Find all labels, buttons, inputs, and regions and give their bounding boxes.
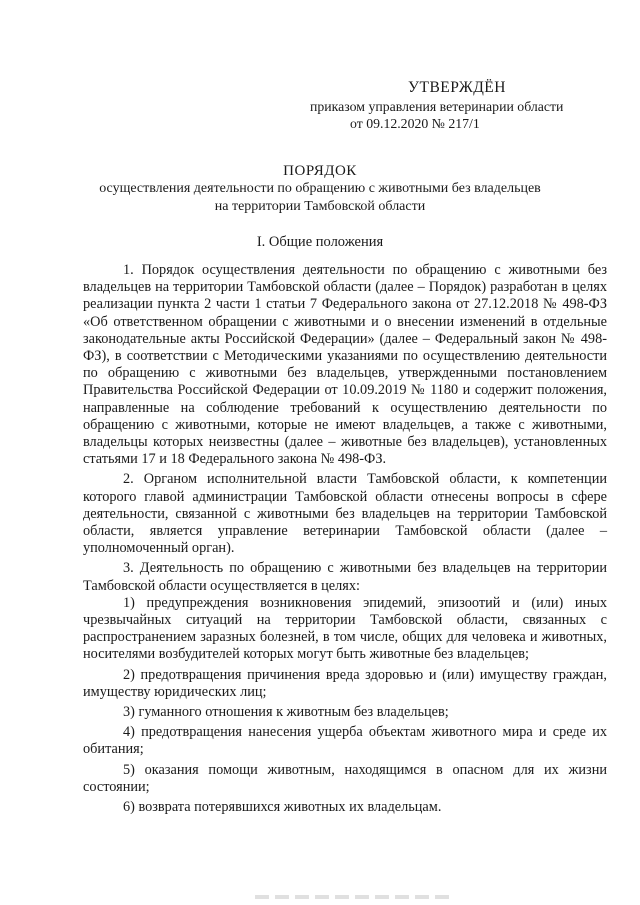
paragraph-2: 2. Органом исполнительной власти Тамбовской области, к компетенции которого главой администрации Тамбовской области отнесены вопросы в сфере деятельности, связанной с животными без владельцев на территории Тамбовской области, является управление ветеринарии Тамбовской области (далее – уполномоченный орган). [83, 471, 607, 557]
title-subtitle-2: на территории Тамбовской области [214, 199, 426, 214]
paragraph-3: 3. Деятельность по обращению с животными без владельцев на территории Тамбовской области осуществляется в целях: [83, 560, 607, 594]
subitem-3: 3) гуманного отношения к животным без владельцев; [123, 704, 449, 721]
subitem-2: 2) предотвращения причинения вреда здоровью и (или) имуществу граждан, имуществу юридических лиц; [83, 666, 607, 700]
approval-order-line: приказом управления ветеринарии области [310, 99, 564, 114]
title-main: ПОРЯДОК [283, 163, 357, 179]
document-title [0, 162, 640, 216]
document-body [83, 262, 607, 816]
approval-date-line: от 09.12.2020 № 217/1 [350, 116, 480, 131]
subitem-6: 6) возврата потерявшихся животных их владельцам. [123, 799, 442, 816]
approval-block [310, 78, 610, 132]
subitem-1: 1) предупреждения возникновения эпидемий, эпизоотий и (или) иных чрезвычайных ситуаций на территории Тамбовской области, связанных с распространением заразных болезней, в том числе, общих для человека и животных, носителями возбудителей которых могут быть животные без владельцев; [83, 594, 607, 663]
scan-artifact [255, 895, 455, 899]
subitem-4: 4) предотвращения нанесения ущерба объектам животного мира и среде их обитания; [83, 724, 607, 758]
subitem-5: 5) оказания помощи животным, находящимся в опасном для их жизни состоянии; [83, 761, 607, 795]
approval-heading: УТВЕРЖДЁН [408, 79, 506, 96]
section-heading: I. Общие положения [256, 234, 384, 250]
title-subtitle-1: осуществления деятельности по обращению с животными без владельцев [99, 181, 541, 196]
paragraph-1: 1. Порядок осуществления деятельности по обращению с животными без владельцев на территории Тамбовской области (далее – Порядок) разработан в целях реализации пункта 2 части 1 статьи 7 Федерального закона от 27.12.2018 № 498-ФЗ «Об ответственном обращении с животными и о внесении изменений в отдельные законодательные акты Российской Федерации» (далее – Федеральный закон № 498-ФЗ), в соответствии с Методическими указаниями по осуществлению деятельности по обращению с животными без владельцев, утвержденными постановлением Правительства Российской Федерации от 10.09.2019 № 1180 и содержит положения, направленные на соблюдение требований к осуществлению деятельности по обращению с животными, которые не имеют владельцев, а также с животными, владельцы которых неизвестны (далее – животные без владельцев), установленных статьями 17 и 18 Федерального закона № 498-ФЗ. [83, 262, 607, 468]
